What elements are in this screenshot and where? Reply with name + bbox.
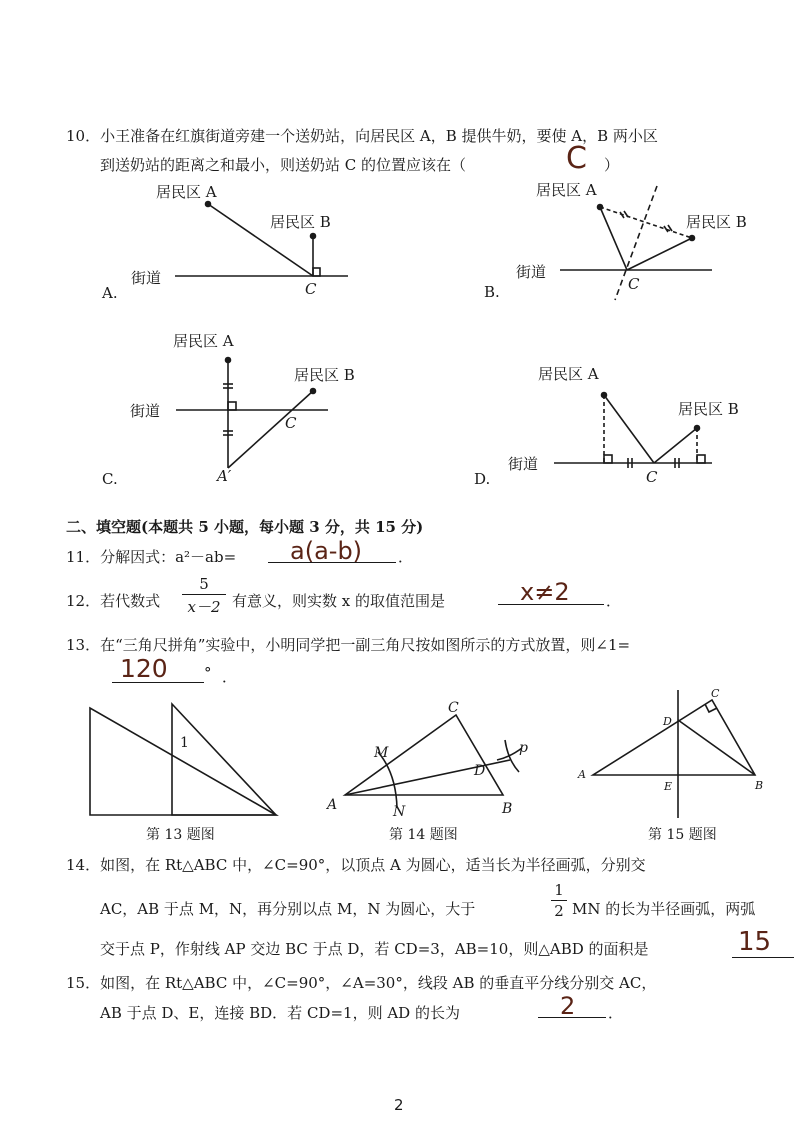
optB-label-street: 街道 (516, 263, 547, 281)
q15-line2: AB 于点 D、E，连接 BD．若 CD=1，则 AD 的长为 (100, 1004, 460, 1022)
optB-label-c: C (628, 275, 640, 293)
fig15-label-b: B (755, 779, 764, 792)
section2-heading: 二、填空题(本题共 5 小题，每小题 3 分，共 15 分) (66, 518, 424, 536)
fig14-label-a: A (327, 797, 338, 813)
optA-label-resA: 居民区 A (156, 183, 217, 201)
fig14-label-c: C (448, 700, 459, 716)
optC-letter: C. (102, 470, 118, 488)
q11-answer: a(a-b) (290, 537, 363, 565)
optB-label-resB: 居民区 B (686, 213, 747, 231)
q14-line3: 交于点 P，作射线 AP 交边 BC 于点 D，若 CD=3，AB=10，则△ABD 的面积是 (100, 940, 649, 958)
fig15-diagram (593, 690, 755, 818)
q12-end: ． (606, 592, 622, 610)
q14-line1: 14．如图，在 Rt△ABC 中，∠C=90°，以顶点 A 为圆心，适当长为半径画弧，分别交 (66, 856, 646, 874)
optC-label-resA: 居民区 A (173, 332, 234, 350)
q12-answer: x≠2 (520, 578, 570, 606)
fig15-caption: 第 15 题图 (648, 827, 717, 843)
q14-fraction (551, 881, 567, 920)
q13-degree: ° (204, 664, 212, 682)
fig15-label-d: D (663, 715, 672, 728)
fig13-triangle-large (90, 708, 276, 815)
optD-label-resB: 居民区 B (678, 400, 739, 418)
optA-letter: A. (102, 284, 118, 302)
q15-line1: 15．如图，在 Rt△ABC 中，∠C=90°，∠A=30°，线段 AB 的垂直平分线分别交 AC， (66, 974, 657, 992)
q10-line2-end: ） (604, 156, 620, 174)
fig14-label-b: B (502, 801, 513, 817)
q14-frac-numerator: 1 (554, 881, 564, 899)
fig14-diagram (345, 715, 522, 808)
fig15-triangle (593, 700, 755, 775)
fig15-label-a: A (578, 768, 586, 781)
fig14-caption: 第 14 题图 (389, 827, 458, 843)
q12-post: 有意义，则实数 x 的取值范围是 (232, 592, 445, 610)
q13-answer: 120 (120, 654, 168, 683)
fig14-label-m: M (374, 745, 389, 761)
q14-answer-blank (732, 957, 794, 958)
q10-line1: 10．小王准备在红旗街道旁建一个送奶站，向居民区 A，B 提供牛奶，要使 A，B 两小区 (66, 127, 658, 145)
q12-numerator: 5 (199, 575, 209, 593)
q13-end: ． (222, 668, 238, 686)
fig15-label-c: C (711, 687, 720, 700)
fig13-diagram (90, 704, 276, 815)
optA-label-c: C (305, 280, 317, 298)
q11-end: ． (398, 548, 414, 566)
optB-label-resA: 居民区 A (536, 181, 597, 199)
q10-answer: C (566, 141, 587, 176)
optC-label-street: 街道 (130, 402, 161, 420)
fig15-segment-bd (678, 720, 755, 775)
q14-line2b: MN 的长为半径画弧，两弧 (572, 900, 756, 918)
fig13-label-angle: 1 (180, 735, 189, 751)
fig14-label-n: N (393, 804, 406, 820)
optD-label-street: 街道 (508, 455, 539, 473)
optC-label-resB: 居民区 B (294, 366, 355, 384)
optA-label-street: 街道 (131, 269, 162, 287)
page-number: 2 (394, 1096, 404, 1114)
optC-label-c: C (285, 414, 297, 432)
fig14-label-d: D (474, 763, 486, 779)
q14-line2a: AC，AB 于点 M，N，再分别以点 M，N 为圆心，大于 (100, 900, 476, 918)
fig13-triangle-small (172, 704, 276, 815)
q12-denominator: x－2 (187, 598, 221, 616)
q11-text: 11．分解因式：a²－ab= (66, 548, 237, 566)
fig15-label-e: E (664, 780, 673, 793)
q14-answer: 15 (738, 927, 772, 957)
optD-letter: D. (474, 470, 491, 488)
optB-letter: B. (484, 283, 500, 301)
fig14-triangle (345, 715, 503, 795)
optA-label-resB: 居民区 B (270, 213, 331, 231)
q14-frac-bar (551, 900, 567, 901)
q15-answer: 2 (560, 992, 576, 1020)
fig13-caption: 第 13 题图 (146, 827, 215, 843)
optD-label-c: C (646, 468, 658, 486)
q14-frac-denominator: 2 (554, 902, 564, 920)
optC-label-a-prime: A′ (217, 467, 232, 485)
q10-line2: 到送奶站的距离之和最小，则送奶站 C 的位置应该在（ (100, 156, 467, 174)
q12-pre: 12．若代数式 (66, 592, 161, 610)
optD-label-resA: 居民区 A (538, 365, 599, 383)
fig14-label-p: p (519, 740, 528, 756)
q13-text: 13．在“三角尺拼角”实验中，小明同学把一副三角尺按如图所示的方式放置，则∠1= (66, 636, 631, 654)
q15-end: ． (608, 1004, 624, 1022)
